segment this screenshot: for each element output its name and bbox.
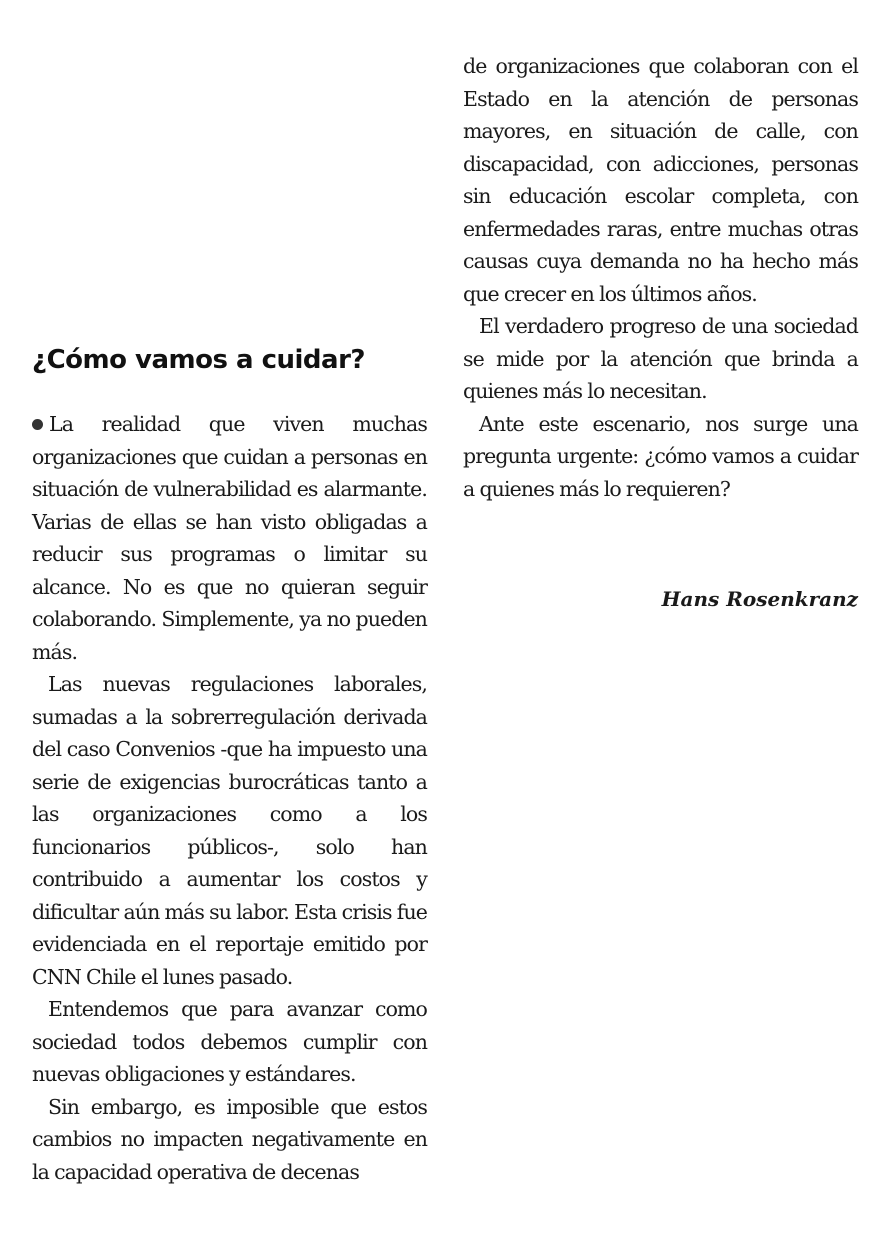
paragraph-3: Entendemos que para avanzar como sociedad todos debemos cumplir con nuevas obligaciones y estándares. <box>32 997 427 1086</box>
left-column <box>32 408 427 1188</box>
paragraph-2: Las nuevas regulaciones laborales, sumadas a la sobrerregulación derivada del caso Convenios -que ha impuesto una serie de exigencias burocráticas tanto a las organizaciones como a los funcionarios públicos-, solo han contribuido a aumentar los costos y dificultar aún más su labor. Esta crisis fue evidenciada en el reportaje emitido por CNN Chile el lunes pasado. <box>32 672 427 989</box>
paragraph-1 <box>32 408 427 668</box>
paragraph-4-continued: de organizaciones que colaboran con el Estado en la atención de personas mayores, en situación de calle, con discapacidad, con adicciones, personas sin educación escolar completa, con enfermedades raras, entre muchas otras causas cuya demanda no ha hecho más que crecer en los últimos años. <box>463 54 858 306</box>
bullet-icon <box>32 419 43 430</box>
author-signature: Hans Rosenkranz <box>661 587 858 611</box>
paragraph-6: Ante este escenario, nos surge una pregunta urgente: ¿cómo vamos a cuidar a quienes más lo requieren? <box>463 411 858 501</box>
article-title: ¿Cómo vamos a cuidar? <box>32 345 365 375</box>
paragraph-5: El verdadero progreso de una sociedad se mide por la atención que brinda a quienes más lo necesitan. <box>463 314 858 403</box>
right-column <box>463 50 858 505</box>
paragraph-4: Sin embargo, es imposible que estos cambios no impacten negativamente en la capacidad operativa de decenas <box>32 1094 427 1184</box>
paragraph-1-text: La realidad que viven muchas organizaciones que cuidan a personas en situación de vulnerabilidad es alarmante. Varias de ellas se han visto obligadas a reducir sus programas o limitar su alcance. No es que no quieran seguir colaborando. Simplemente, ya no pueden más. <box>32 412 427 664</box>
